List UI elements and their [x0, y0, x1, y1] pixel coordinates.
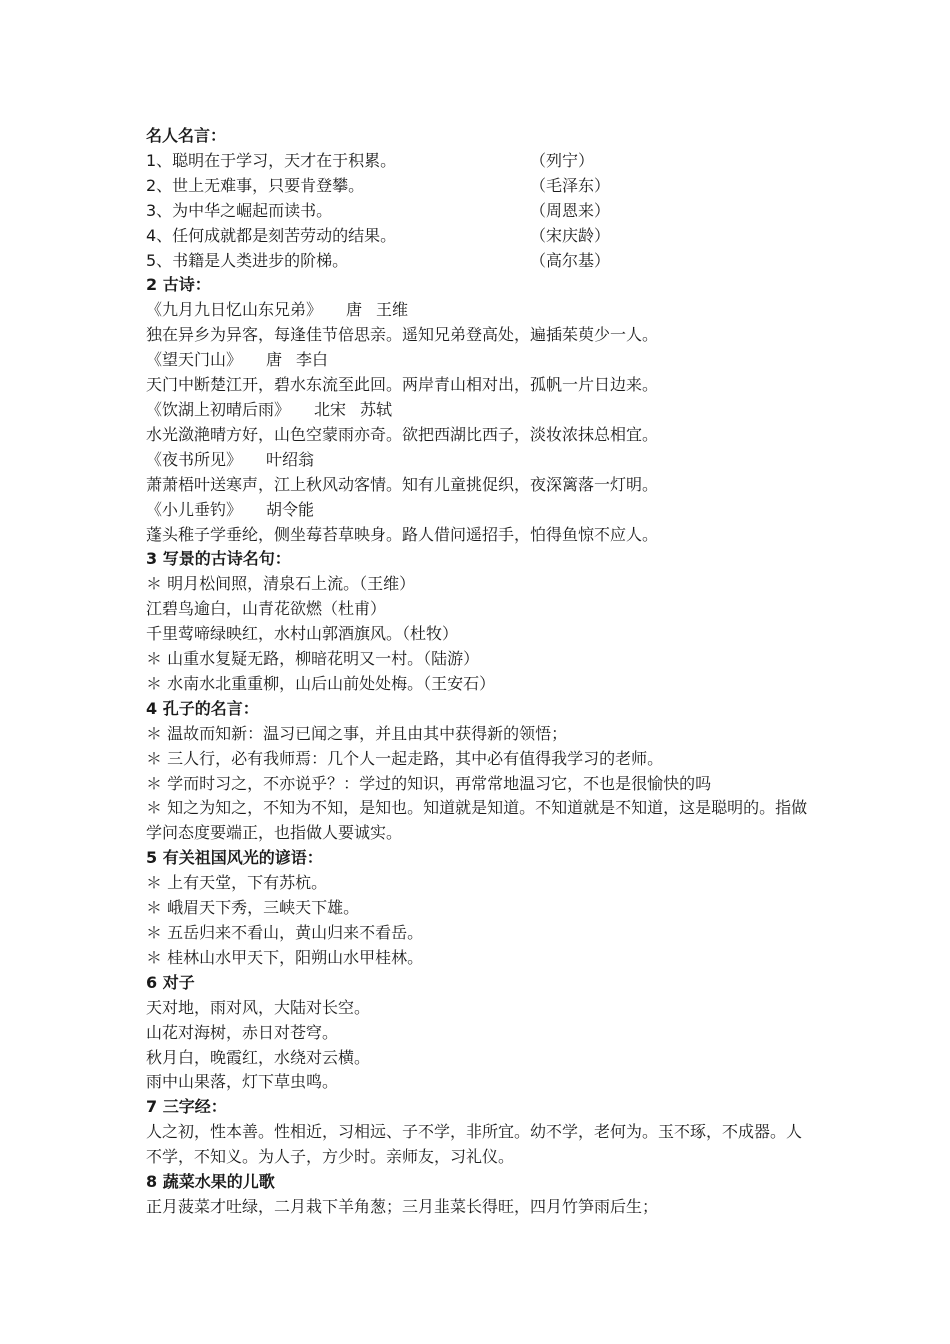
list-item: 秋月白，晚霞红，水绕对云横。 [146, 1047, 371, 1067]
quote-text: 1、聪明在于学习，天才在于积累。 [146, 150, 397, 170]
song-heading: 8 蔬菜水果的儿歌 [146, 1172, 275, 1192]
quote-author: （列宁） [530, 150, 595, 170]
list-item: ＊ 明月松间照，清泉石上流。（王维） [146, 574, 416, 594]
quote-author: （毛泽东） [530, 175, 611, 195]
list-item: 天对地，雨对风，大陆对长空。 [146, 997, 371, 1017]
couplets-heading: 6 对子 [146, 972, 195, 992]
list-item: ＊ 桂林山水甲天下，阳朔山水甲桂林。 [146, 947, 424, 967]
poem-text: 蓬头稚子学垂纶，侧坐莓苔草映身。路人借问遥招手，怕得鱼惊不应人。 [146, 524, 659, 544]
confucius-heading: 4 孔子的名言： [146, 698, 259, 718]
quote-text: 5、书籍是人类进步的阶梯。 [146, 250, 349, 270]
sanzijing-text: 人之初，性本善。性相近，习相远、子不学，非所宜。幼不学，老何为。玉不琢，不成器。人不学，不知义。为人子，方少时。亲师友，习礼仪。 [146, 1122, 803, 1167]
quote-line [146, 249, 816, 274]
list-item: ＊ 峨眉天下秀，三峡天下雄。 [146, 898, 360, 918]
quote-text: 2、世上无难事，只要肯登攀。 [146, 175, 365, 195]
document-content [146, 124, 816, 1220]
poem-text: 萧萧梧叶送寒声，江上秋风动客情。知有儿童挑促织，夜深篱落一灯明。 [146, 474, 659, 494]
poem-text: 独在异乡为异客，每逢佳节倍思亲。遥知兄弟登高处，遍插茱萸少一人。 [146, 325, 659, 345]
list-item: ＊ 山重水复疑无路，柳暗花明又一村。（陆游） [146, 649, 480, 669]
list-item: ＊ 三人行，必有我师焉：几个人一起走路，其中必有值得我学习的老师。 [146, 748, 664, 768]
list-item: 山花对海树，赤日对苍穹。 [146, 1022, 339, 1042]
poem-poet: 苏轼 [360, 399, 393, 419]
poem-title-line [146, 348, 816, 373]
poem-title-line [146, 398, 816, 423]
quote-text: 4、任何成就都是刻苦劳动的结果。 [146, 225, 397, 245]
sanzijing-heading: 7 三字经： [146, 1097, 227, 1117]
poem-poet: 胡令能 [266, 499, 315, 519]
quote-line [146, 174, 816, 199]
poem-poet: 王维 [376, 300, 409, 320]
list-item: 正月菠菜才吐绿，二月栽下羊角葱；三月韭菜长得旺，四月竹笋雨后生； [146, 1196, 659, 1216]
quote-author: （周恩来） [530, 200, 611, 220]
poem-title: 《饮湖上初晴后雨》 [146, 399, 291, 419]
quote-line [146, 224, 816, 249]
list-item: ＊ 学而时习之，不亦说乎？：学过的知识，再常常地温习它，不也是很愉快的吗 [146, 773, 712, 793]
poem-dynasty: 唐 [346, 300, 363, 320]
poem-title: 《夜书所见》 [146, 449, 243, 469]
proverbs-heading: 5 有关祖国风光的谚语： [146, 848, 323, 868]
list-item: ＊ 五岳归来不看山，黄山归来不看岳。 [146, 923, 424, 942]
quotes-heading: 名人名言： [146, 126, 227, 145]
poem-title: 《望天门山》 [146, 350, 243, 370]
list-item: ＊ 知之为知之，不知为不知，是知也。知道就是知道。不知道就是不知道，这是聪明的。指做学问态度要端正，也指做人要诚实。 [146, 798, 808, 843]
list-item: 江碧鸟逾白，山青花欲燃（杜甫） [146, 599, 387, 619]
quote-line [146, 149, 816, 174]
list-item: ＊ 温故而知新：温习已闻之事，并且由其中获得新的领悟； [146, 723, 568, 743]
list-item: ＊ 上有天堂，下有苏杭。 [146, 873, 328, 893]
poem-text: 水光潋滟晴方好，山色空蒙雨亦奇。欲把西湖比西子，淡妆浓抹总相宜。 [146, 424, 659, 444]
poem-dynasty: 北宋 [314, 399, 347, 419]
poem-title-line [146, 298, 816, 323]
poem-poet: 叶绍翁 [266, 449, 315, 469]
poem-text: 天门中断楚江开，碧水东流至此回。两岸青山相对出，孤帆一片日边来。 [146, 375, 659, 395]
poem-title: 《九月九日忆山东兄弟》 [146, 300, 323, 320]
quote-line [146, 199, 816, 224]
poem-title-line [146, 498, 816, 523]
poem-poet: 李白 [296, 350, 329, 370]
poems-heading: 2 古诗： [146, 275, 211, 295]
scenery-heading: 3 写景的古诗名句： [146, 549, 291, 569]
poem-title-line [146, 448, 816, 473]
quote-author: （宋庆龄） [530, 225, 611, 245]
list-item: 千里莺啼绿映红，水村山郭酒旗风。（杜牧） [146, 624, 459, 644]
quote-author: （高尔基） [530, 250, 611, 270]
poem-dynasty: 唐 [266, 350, 283, 370]
poem-title: 《小儿垂钓》 [146, 499, 243, 519]
quote-text: 3、为中华之崛起而读书。 [146, 200, 333, 220]
list-item: 雨中山果落，灯下草虫鸣。 [146, 1072, 339, 1092]
list-item: ＊ 水南水北重重柳，山后山前处处梅。（王安石） [146, 673, 496, 693]
